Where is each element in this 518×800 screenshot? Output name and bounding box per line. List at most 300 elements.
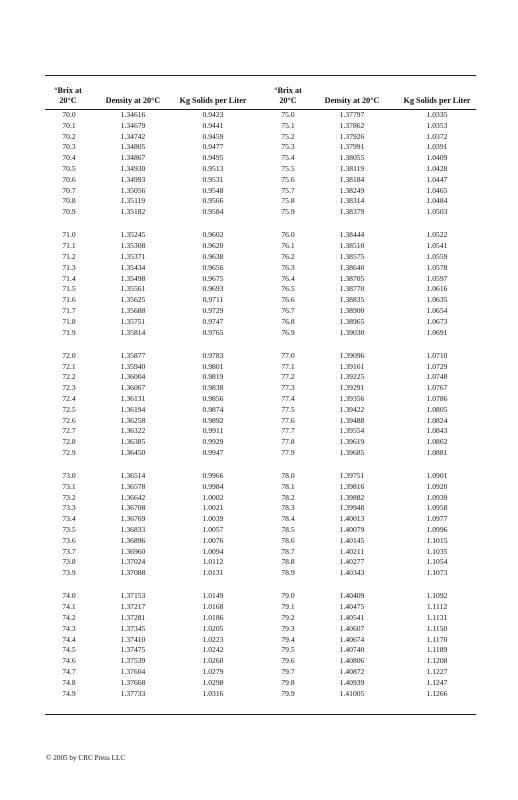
cell-density-left: 1.36004 [120,372,146,382]
cell-density-left: 1.35245 [120,230,146,240]
cell-density-right: 1.38249 [339,185,365,195]
header-solids-right: Kg Solids per Liter [403,96,471,105]
table-row [0,645,518,656]
cell-brix-right: 77.9 [281,447,295,457]
brix-density-table [0,110,518,712]
cell-brix-right: 78.8 [281,557,295,567]
table-row [0,284,518,295]
cell-brix-left: 73.3 [62,503,76,513]
table-row [0,230,518,241]
cell-solids-left: 0.9459 [202,131,224,141]
cell-brix-left: 74.8 [62,677,76,687]
cell-density-left: 1.35625 [120,295,146,305]
cell-solids-left: 1.0223 [202,634,224,644]
cell-brix-left: 71.3 [62,262,76,272]
table-row [0,175,518,186]
cell-solids-left: 0.9838 [202,383,224,393]
cell-density-left: 1.36450 [120,447,146,457]
table-row [0,164,518,175]
cell-solids-left: 0.9984 [202,481,224,491]
cell-solids-right: 1.0881 [426,447,448,457]
cell-brix-right: 75.7 [281,185,295,195]
cell-brix-left: 73.5 [62,525,76,535]
cell-density-right: 1.40079 [339,525,365,535]
cell-solids-left: 0.9801 [202,361,224,371]
table-row [0,186,518,197]
cell-solids-left: 1.0242 [202,645,224,655]
cell-density-right: 1.39685 [339,447,365,457]
header-brix-line2: 20°C [59,96,77,105]
cell-density-right: 1.40409 [339,591,365,601]
cell-solids-left: 0.9441 [202,120,224,130]
cell-brix-right: 78.0 [281,471,295,481]
cell-density-left: 1.37475 [120,645,146,655]
cell-solids-left: 0.9892 [202,415,224,425]
cell-solids-right: 1.1131 [426,613,448,623]
table-row [0,557,518,568]
cell-solids-left: 1.0186 [202,613,224,623]
cell-density-right: 1.39619 [339,437,365,447]
cell-density-right: 1.38055 [339,153,365,163]
cell-solids-right: 1.0597 [426,273,448,283]
cell-density-right: 1.39356 [339,393,365,403]
cell-density-left: 1.37668 [120,677,146,687]
cell-brix-left: 72.7 [62,426,76,436]
table-row [0,196,518,207]
cell-solids-right: 1.0710 [426,350,448,360]
cell-density-left: 1.34616 [120,110,146,119]
cell-density-right: 1.40939 [339,677,365,687]
cell-solids-left: 1.0168 [202,602,224,612]
cell-density-right: 1.38314 [339,196,365,206]
header-density-left: Density at 20°C [105,96,161,105]
cell-brix-left: 72.8 [62,437,76,447]
cell-brix-left: 74.0 [62,591,76,601]
cell-solids-left: 1.0094 [202,546,224,556]
cell-brix-left: 70.7 [62,185,76,195]
cell-density-right: 1.38575 [339,251,365,261]
cell-density-left: 1.36578 [120,481,146,491]
cell-density-left: 1.36960 [120,546,146,556]
cell-solids-right: 1.0654 [426,305,448,315]
cell-brix-right: 78.6 [281,535,295,545]
cell-brix-left: 73.6 [62,535,76,545]
cell-density-left: 1.37539 [120,656,146,666]
table-row [0,514,518,525]
cell-solids-left: 0.9693 [202,284,224,294]
cell-brix-left: 70.5 [62,163,76,173]
table-top-rule [45,75,476,76]
table-row [0,416,518,427]
cell-solids-right: 1.0391 [426,142,448,152]
cell-brix-left: 71.5 [62,284,76,294]
table-row [0,624,518,635]
cell-brix-left: 70.2 [62,131,76,141]
header-solids-left: Kg Solids per Liter [179,96,247,105]
table-row [0,613,518,624]
header-brix-line2: 20°C [279,96,297,105]
cell-brix-left: 73.2 [62,492,76,502]
cell-solids-left: 0.9747 [202,316,224,326]
cell-solids-right: 1.0353 [426,120,448,130]
cell-brix-right: 77.4 [281,393,295,403]
cell-density-left: 1.37281 [120,613,146,623]
cell-brix-left: 72.3 [62,383,76,393]
cell-solids-left: 1.0260 [202,656,224,666]
cell-solids-left: 1.0316 [202,688,224,698]
cell-solids-right: 1.1112 [426,602,448,612]
cell-brix-right: 77.8 [281,437,295,447]
cell-density-right: 1.40145 [339,535,365,545]
cell-brix-left: 70.3 [62,142,76,152]
cell-solids-right: 1.0958 [426,503,448,513]
cell-density-left: 1.37604 [120,667,146,677]
cell-solids-right: 1.1208 [426,656,448,666]
cell-brix-left: 70.8 [62,196,76,206]
cell-brix-right: 77.6 [281,415,295,425]
cell-solids-right: 1.0522 [426,230,448,240]
cell-density-left: 1.36258 [120,415,146,425]
cell-solids-right: 1.1015 [426,535,448,545]
cell-density-left: 1.37410 [120,634,146,644]
cell-brix-right: 76.5 [281,284,295,294]
cell-density-left: 1.34930 [120,163,146,173]
cell-solids-left: 1.0298 [202,677,224,687]
table-row [0,437,518,448]
cell-solids-left: 0.9423 [202,110,224,119]
cell-brix-right: 75.2 [281,131,295,141]
cell-brix-left: 73.7 [62,546,76,556]
table-group [0,230,518,338]
cell-brix-left: 71.6 [62,295,76,305]
cell-density-right: 1.38444 [339,230,365,240]
cell-density-right: 1.38184 [339,174,365,184]
cell-density-right: 1.40541 [339,613,365,623]
cell-brix-left: 71.2 [62,251,76,261]
cell-density-right: 1.38705 [339,273,365,283]
cell-density-left: 1.36708 [120,503,146,513]
cell-brix-left: 72.0 [62,350,76,360]
cell-density-right: 1.38640 [339,262,365,272]
cell-solids-left: 0.9711 [202,295,224,305]
cell-density-left: 1.35877 [120,350,146,360]
cell-density-left: 1.36896 [120,535,146,545]
cell-solids-left: 1.0205 [202,623,224,633]
cell-brix-right: 79.6 [281,656,295,666]
cell-brix-left: 72.9 [62,447,76,457]
cell-brix-right: 79.9 [281,688,295,698]
cell-brix-right: 79.3 [281,623,295,633]
cell-brix-left: 71.1 [62,241,76,251]
cell-density-left: 1.35498 [120,273,146,283]
table-row [0,110,518,121]
cell-density-left: 1.36131 [120,393,146,403]
table-row [0,667,518,678]
cell-density-left: 1.36322 [120,426,146,436]
table-row [0,121,518,132]
cell-density-left: 1.37153 [120,591,146,601]
cell-brix-left: 73.1 [62,481,76,491]
cell-density-right: 1.39030 [339,327,365,337]
cell-solids-right: 1.0805 [426,404,448,414]
cell-brix-right: 78.1 [281,481,295,491]
cell-solids-left: 0.9675 [202,273,224,283]
cell-brix-left: 74.4 [62,634,76,644]
cell-solids-right: 1.0939 [426,492,448,502]
cell-solids-left: 0.9495 [202,153,224,163]
cell-solids-right: 1.0862 [426,437,448,447]
cell-density-left: 1.36642 [120,492,146,502]
cell-solids-left: 1.0002 [202,492,224,502]
header-brix-left [50,86,86,106]
cell-brix-right: 77.2 [281,372,295,382]
cell-solids-left: 1.0279 [202,667,224,677]
cell-solids-left: 0.9513 [202,163,224,173]
header-brix-line1: °Brix at [54,86,82,95]
cell-density-right: 1.40674 [339,634,365,644]
cell-density-left: 1.36833 [120,525,146,535]
cell-density-right: 1.40013 [339,514,365,524]
cell-brix-right: 76.8 [281,316,295,326]
cell-brix-left: 72.5 [62,404,76,414]
cell-density-left: 1.34993 [120,174,146,184]
cell-brix-right: 77.7 [281,426,295,436]
cell-density-left: 1.35434 [120,262,146,272]
table-row [0,635,518,646]
table-row [0,689,518,700]
table-row [0,241,518,252]
cell-solids-left: 0.9531 [202,174,224,184]
cell-solids-right: 1.0786 [426,393,448,403]
cell-brix-right: 75.9 [281,207,295,217]
cell-brix-right: 79.7 [281,667,295,677]
cell-density-right: 1.38379 [339,207,365,217]
cell-brix-right: 77.0 [281,350,295,360]
cell-brix-right: 76.7 [281,305,295,315]
cell-solids-right: 1.0901 [426,471,448,481]
table-row [0,142,518,153]
cell-density-left: 1.34679 [120,120,146,130]
cell-solids-right: 1.0673 [426,316,448,326]
cell-density-right: 1.40740 [339,645,365,655]
cell-brix-right: 78.5 [281,525,295,535]
cell-density-left: 1.37088 [120,568,146,578]
cell-density-left: 1.37345 [120,623,146,633]
table-row [0,503,518,514]
cell-brix-right: 79.1 [281,602,295,612]
cell-density-right: 1.40872 [339,667,365,677]
cell-solids-right: 1.1073 [426,568,448,578]
table-row [0,207,518,218]
cell-solids-right: 1.0465 [426,185,448,195]
cell-density-left: 1.36194 [120,404,146,414]
cell-solids-right: 1.1266 [426,688,448,698]
cell-solids-left: 1.0112 [202,557,224,567]
cell-density-right: 1.39161 [339,361,365,371]
cell-density-right: 1.38965 [339,316,365,326]
cell-solids-right: 1.0372 [426,131,448,141]
cell-brix-left: 73.4 [62,514,76,524]
cell-brix-right: 79.2 [281,613,295,623]
table-group [0,351,518,459]
cell-solids-right: 1.0503 [426,207,448,217]
cell-density-right: 1.38900 [339,305,365,315]
cell-solids-left: 1.0076 [202,535,224,545]
cell-brix-left: 73.0 [62,471,76,481]
cell-brix-left: 74.2 [62,613,76,623]
cell-solids-right: 1.0767 [426,383,448,393]
cell-brix-left: 71.4 [62,273,76,283]
cell-density-right: 1.37991 [339,142,365,152]
table-row [0,362,518,373]
cell-brix-right: 75.4 [281,153,295,163]
table-row [0,405,518,416]
cell-brix-right: 78.9 [281,568,295,578]
cell-brix-left: 74.5 [62,645,76,655]
cell-solids-right: 1.0824 [426,415,448,425]
cell-solids-right: 1.0409 [426,153,448,163]
cell-density-right: 1.37862 [339,120,365,130]
cell-density-right: 1.40806 [339,656,365,666]
cell-solids-right: 1.1150 [426,623,448,633]
table-row [0,656,518,667]
cell-brix-left: 72.6 [62,415,76,425]
cell-brix-left: 70.1 [62,120,76,130]
cell-brix-left: 70.6 [62,174,76,184]
cell-density-right: 1.39488 [339,415,365,425]
cell-density-right: 1.40475 [339,602,365,612]
cell-solids-left: 1.0057 [202,525,224,535]
cell-brix-right: 76.2 [281,251,295,261]
table-row [0,678,518,689]
cell-density-left: 1.35056 [120,185,146,195]
cell-solids-right: 1.1092 [426,591,448,601]
cell-brix-left: 70.0 [62,110,76,119]
cell-density-right: 1.39882 [339,492,365,502]
cell-density-right: 1.39096 [339,350,365,360]
cell-solids-right: 1.1170 [426,634,448,644]
cell-density-left: 1.34867 [120,153,146,163]
table-row [0,482,518,493]
cell-brix-left: 72.4 [62,393,76,403]
cell-solids-left: 0.9783 [202,350,224,360]
cell-solids-right: 1.0729 [426,361,448,371]
cell-brix-left: 72.2 [62,372,76,382]
cell-solids-left: 0.9729 [202,305,224,315]
cell-solids-left: 0.9638 [202,251,224,261]
cell-brix-right: 79.8 [281,677,295,687]
cell-solids-left: 0.9548 [202,185,224,195]
cell-solids-right: 1.1227 [426,667,448,677]
table-row [0,351,518,362]
cell-density-right: 1.39816 [339,481,365,491]
table-row [0,493,518,504]
table-row [0,328,518,339]
cell-solids-right: 1.0843 [426,426,448,436]
cell-solids-right: 1.0447 [426,174,448,184]
cell-brix-right: 76.0 [281,230,295,240]
cell-brix-right: 75.6 [281,174,295,184]
cell-solids-right: 1.0484 [426,196,448,206]
cell-brix-left: 74.9 [62,688,76,698]
table-row [0,568,518,579]
table-bottom-rule [45,714,476,715]
cell-brix-left: 72.1 [62,361,76,371]
cell-density-left: 1.37733 [120,688,146,698]
cell-density-right: 1.38119 [339,163,365,173]
cell-brix-left: 70.9 [62,207,76,217]
cell-density-left: 1.35371 [120,251,146,261]
cell-density-left: 1.36514 [120,471,146,481]
cell-brix-right: 77.3 [281,383,295,393]
cell-solids-left: 0.9602 [202,230,224,240]
cell-solids-left: 1.0039 [202,514,224,524]
table-row [0,317,518,328]
table-row [0,591,518,602]
cell-brix-right: 78.4 [281,514,295,524]
cell-density-right: 1.41005 [339,688,365,698]
header-density-right: Density at 20°C [324,96,380,105]
cell-solids-right: 1.0977 [426,514,448,524]
cell-solids-right: 1.0559 [426,251,448,261]
cell-density-right: 1.39422 [339,404,365,414]
cell-density-left: 1.36385 [120,437,146,447]
cell-brix-left: 70.4 [62,153,76,163]
cell-density-left: 1.35561 [120,284,146,294]
cell-density-right: 1.38770 [339,284,365,294]
cell-brix-left: 74.6 [62,656,76,666]
cell-brix-left: 71.7 [62,305,76,315]
cell-solids-right: 1.0541 [426,241,448,251]
table-row [0,132,518,143]
cell-density-right: 1.38510 [339,241,365,251]
cell-solids-left: 0.9819 [202,372,224,382]
cell-solids-left: 0.9911 [202,426,224,436]
cell-density-right: 1.40211 [339,546,365,556]
table-row [0,602,518,613]
cell-density-right: 1.39225 [339,372,365,382]
cell-brix-right: 78.7 [281,546,295,556]
table-row [0,263,518,274]
cell-density-left: 1.37217 [120,602,146,612]
table-row [0,394,518,405]
cell-density-left: 1.35814 [120,327,146,337]
cell-solids-right: 1.0920 [426,481,448,491]
cell-solids-left: 0.9765 [202,327,224,337]
cell-brix-left: 74.7 [62,667,76,677]
cell-brix-right: 79.4 [281,634,295,644]
table-row [0,274,518,285]
table-row [0,306,518,317]
cell-brix-right: 75.5 [281,163,295,173]
cell-density-right: 1.37797 [339,110,365,119]
cell-brix-right: 75.0 [281,110,295,119]
table-row [0,525,518,536]
cell-solids-left: 0.9584 [202,207,224,217]
cell-solids-left: 0.9566 [202,196,224,206]
cell-solids-left: 0.9929 [202,437,224,447]
table-row [0,153,518,164]
cell-brix-right: 77.1 [281,361,295,371]
cell-solids-left: 0.9620 [202,241,224,251]
cell-brix-right: 79.5 [281,645,295,655]
cell-solids-left: 1.0021 [202,503,224,513]
cell-density-right: 1.40277 [339,557,365,567]
header-brix-line1: °Brix at [274,86,302,95]
cell-solids-right: 1.0335 [426,110,448,119]
cell-solids-left: 0.9947 [202,447,224,457]
cell-solids-right: 1.0578 [426,262,448,272]
